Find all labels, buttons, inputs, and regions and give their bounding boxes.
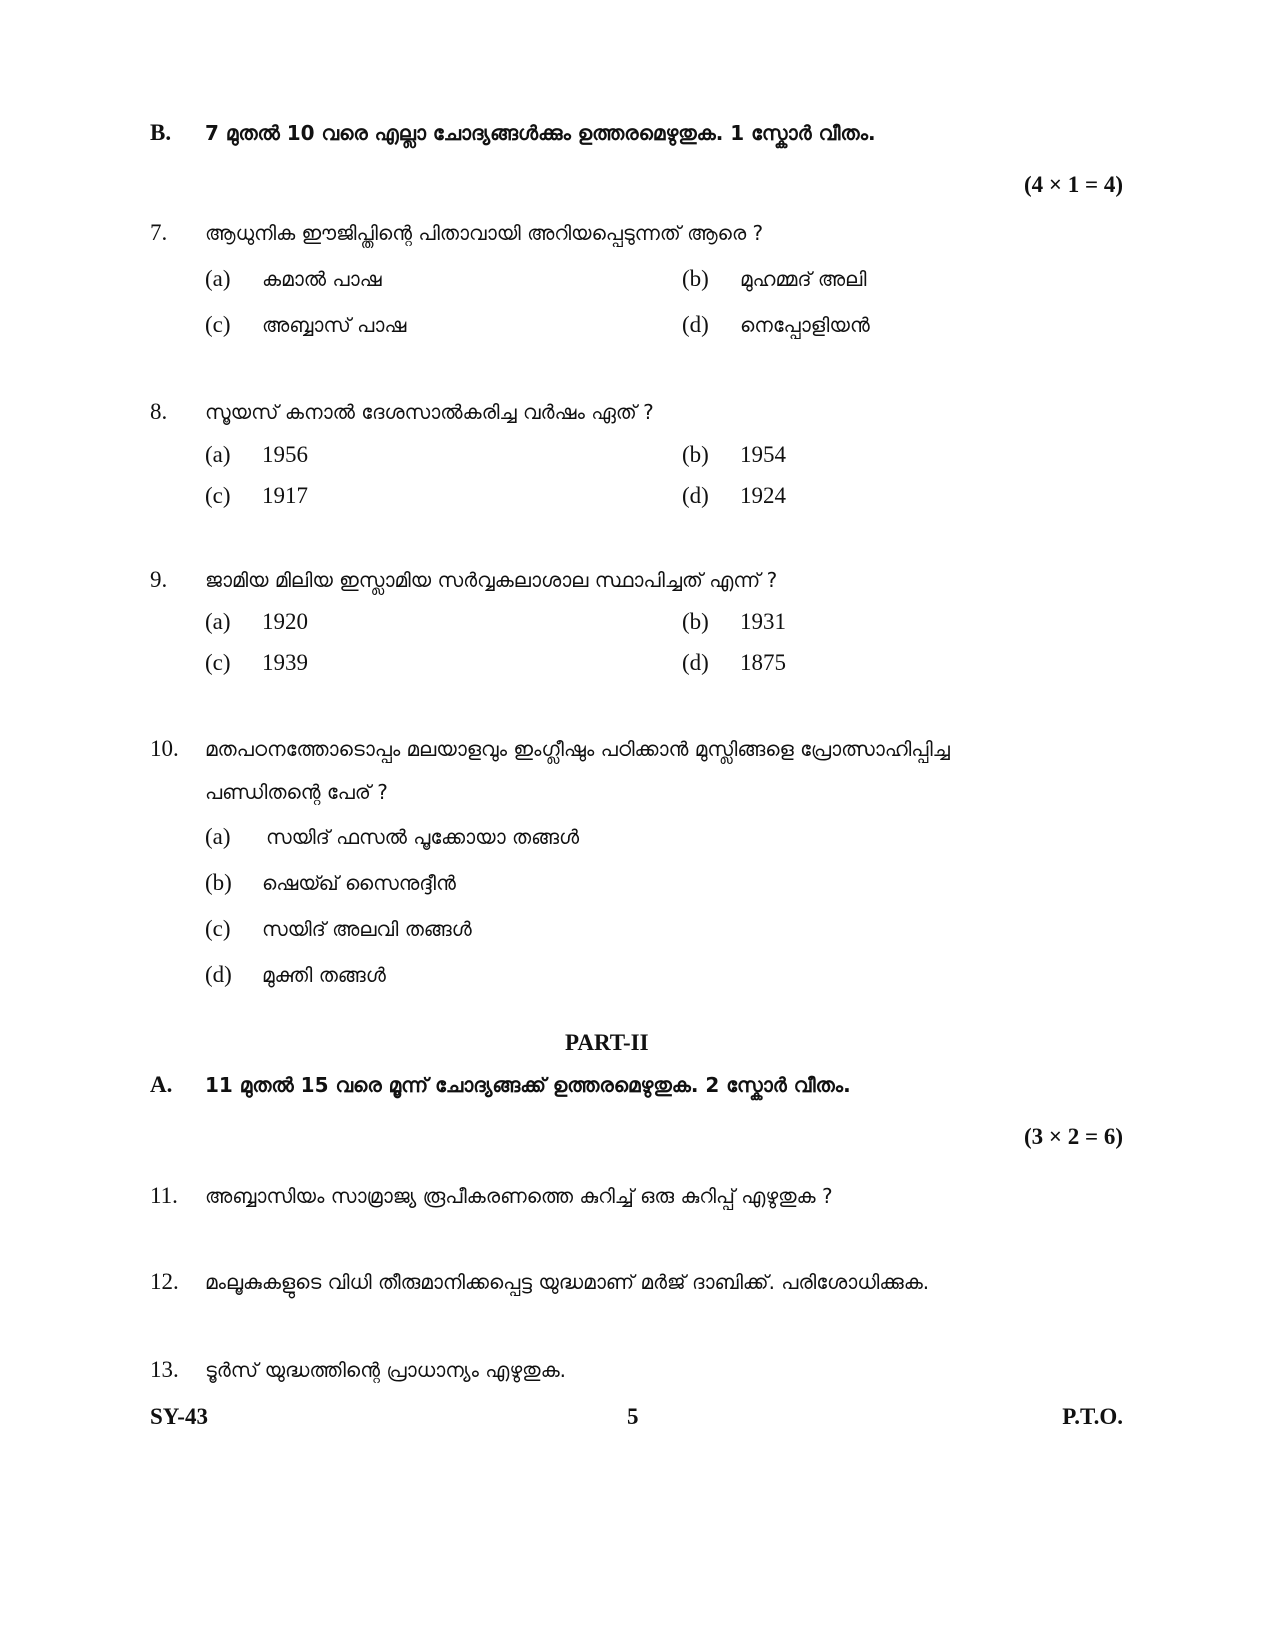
question-text: അബ്ബാസിയം സാമ്രാജ്യ രൂപീകരണത്തെ കുറിച്ച് ഒരു കുറിപ്പ് എഴുതുക ? [205, 1184, 833, 1208]
option-text: 1920 [262, 609, 308, 634]
option-text: സയിദ് അലവി തങ്ങൾ [262, 917, 472, 941]
option-text: ഷെയ്ഖ് സൈനുദ്ദീൻ [262, 871, 456, 895]
option-text: 1939 [262, 650, 308, 675]
section-a-label: A. [150, 1072, 173, 1097]
option-label: (d) [682, 483, 709, 508]
section-b-marks: (4 × 1 = 4) [1023, 172, 1123, 197]
option-label: (c) [205, 312, 231, 337]
section-b-label: B. [150, 120, 172, 145]
section-b-instruction: 7 മുതൽ 10 വരെ എല്ലാ ചോദ്യങ്ങൾക്കും ഉത്തരമെഴുതുക. 1 സ്കോർ വീതം. [205, 121, 876, 145]
question-number: 8. [150, 399, 168, 424]
section-a-marks: (3 × 2 = 6) [1023, 1124, 1123, 1149]
option-label: (a) [205, 609, 231, 634]
option-text: 1956 [262, 442, 308, 467]
question-number: 13. [150, 1357, 179, 1382]
question-text: സൂയസ് കനാൽ ദേശസാൽകരിച്ച വർഷം ഏത് ? [205, 400, 654, 424]
option-text: മുക്തി തങ്ങൾ [262, 963, 386, 987]
pto-label: P.T.O. [1062, 1404, 1123, 1429]
question-number: 12. [150, 1269, 179, 1294]
option-label: (b) [682, 442, 709, 467]
option-text: നെപ്പോളിയൻ [740, 313, 870, 337]
question-number: 11. [150, 1183, 178, 1208]
option-text: 1954 [740, 442, 786, 467]
question-text-line1: മതപഠനത്തോടൊപ്പം മലയാളവും ഇംഗ്ലീഷും പഠിക്കാൻ മുസ്ലിങ്ങളെ പ്രോത്സാഹിപ്പിച്ച [205, 737, 950, 761]
page-number: 5 [627, 1404, 639, 1429]
option-label: (d) [682, 650, 709, 675]
question-number: 9. [150, 567, 168, 592]
option-text: 1931 [740, 609, 786, 634]
option-label: (b) [205, 870, 232, 895]
part-heading: PART-II [565, 1030, 649, 1055]
question-text: മംലൂകുകളുടെ വിധി തീരുമാനിക്കപ്പെട്ട യുദ്ധമാണ് മർജ് ദാബിക്ക്. പരിശോധിക്കുക. [205, 1270, 930, 1294]
option-label: (a) [205, 442, 231, 467]
option-text: മുഹമ്മദ് അലി [740, 267, 867, 291]
option-text: 1875 [740, 650, 786, 675]
option-label: (b) [682, 609, 709, 634]
option-label: (c) [205, 916, 231, 941]
question-text: ടൂർസ് യുദ്ധത്തിന്റെ പ്രാധാന്യം എഴുതുക. [205, 1358, 567, 1382]
option-label: (b) [682, 266, 709, 291]
question-text: ജാമിയ മിലിയ ഇസ്ലാമിയ സർവ്വകലാശാല സ്ഥാപിച്ചത് എന്ന് ? [205, 568, 778, 592]
option-label: (d) [682, 312, 709, 337]
option-text: സയിദ് ഫസൽ പൂക്കോയാ തങ്ങൾ [266, 825, 580, 849]
question-text: ആധുനിക ഈജിപ്തിന്റെ പിതാവായി അറിയപ്പെടുന്നത് ആരെ ? [205, 221, 764, 245]
option-label: (d) [205, 962, 232, 987]
question-text-line2: പണ്ഡിതന്റെ പേര് ? [205, 780, 388, 804]
option-label: (a) [205, 266, 231, 291]
option-label: (c) [205, 483, 231, 508]
section-a-instruction: 11 മുതൽ 15 വരെ മൂന്ന് ചോദ്യങ്ങക്ക് ഉത്തരമെഴുതുക. 2 സ്കോർ വീതം. [205, 1073, 851, 1097]
footer-code: SY-43 [150, 1404, 208, 1429]
question-number: 10. [150, 736, 179, 761]
option-text: 1917 [262, 483, 308, 508]
option-label: (a) [205, 824, 231, 849]
option-text: 1924 [740, 483, 786, 508]
question-number: 7. [150, 220, 168, 245]
option-text: കമാൽ പാഷ [262, 267, 382, 291]
option-text: അബ്ബാസ് പാഷ [262, 313, 407, 337]
option-label: (c) [205, 650, 231, 675]
